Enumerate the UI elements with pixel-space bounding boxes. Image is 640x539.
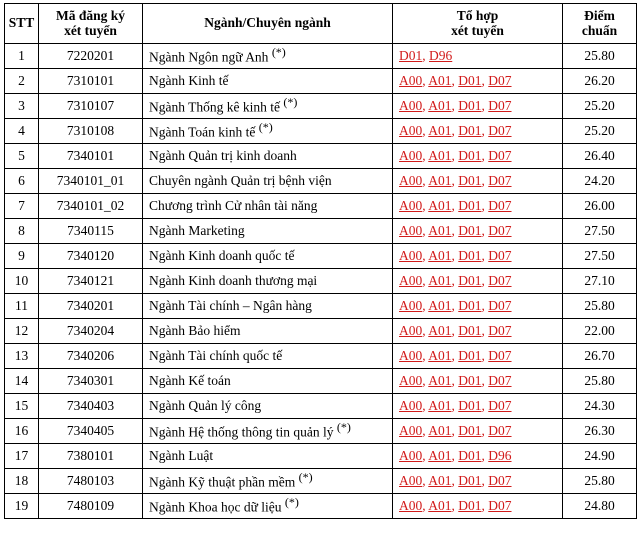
header-code-line1: Mã đăng ký [55, 7, 126, 23]
major-name: Ngành Kinh tế [149, 72, 229, 88]
cell-major [143, 69, 393, 94]
major-name: Chương trình Cử nhân tài năng [149, 197, 318, 213]
header-code-line2: xét tuyển [64, 22, 117, 38]
combination-code: D01 [458, 72, 482, 88]
cell-benchmark-score: 27.50 [563, 244, 637, 269]
table-row [5, 94, 637, 119]
cell-subject-combination: A00, A01, D01, D07 [393, 244, 563, 269]
combination-code: D01 [458, 347, 482, 363]
header-subject-combination [393, 4, 563, 44]
header-score-line2: chuẩn [581, 22, 618, 38]
cell-stt: 8 [5, 219, 39, 244]
combination-code: A00 [399, 472, 423, 488]
cell-registration-code: 7340120 [39, 244, 143, 269]
cell-subject-combination: A00, A01, D01, D07 [393, 94, 563, 119]
table-row [5, 269, 637, 294]
cell-benchmark-score: 26.40 [563, 144, 637, 169]
cell-stt: 9 [5, 244, 39, 269]
cell-benchmark-score: 26.30 [563, 419, 637, 444]
major-note-marker: (*) [271, 45, 286, 60]
combination-code: D01 [458, 197, 482, 213]
cell-stt: 6 [5, 169, 39, 194]
combination-code: A01 [428, 97, 452, 113]
combination-code: A01 [428, 472, 452, 488]
cell-major [143, 394, 393, 419]
combination-code: A01 [428, 297, 452, 313]
combination-code: D07 [488, 422, 512, 438]
cell-benchmark-score: 25.80 [563, 294, 637, 319]
combination-code: D07 [488, 97, 512, 113]
major-name: Ngành Hệ thống thông tin quản lý [149, 424, 334, 440]
cell-registration-code: 7480103 [39, 469, 143, 494]
combination-code: D01 [458, 97, 482, 113]
table-row [5, 469, 637, 494]
cell-subject-combination: A00, A01, D01, D07 [393, 344, 563, 369]
combination-code: A01 [428, 272, 452, 288]
combination-code: A01 [428, 372, 452, 388]
cell-benchmark-score: 25.80 [563, 369, 637, 394]
combination-code: D96 [429, 47, 453, 63]
cell-subject-combination: A00, A01, D01, D07 [393, 194, 563, 219]
major-name: Ngành Khoa học dữ liệu [149, 499, 282, 515]
combination-code: A00 [399, 272, 423, 288]
combination-code: D07 [488, 247, 512, 263]
combination-code: D07 [488, 322, 512, 338]
combination-code: D07 [488, 472, 512, 488]
combination-code: A01 [428, 172, 452, 188]
cell-major [143, 269, 393, 294]
combination-code: A00 [399, 97, 423, 113]
table-row [5, 219, 637, 244]
cell-major [143, 469, 393, 494]
combination-code: A00 [399, 322, 423, 338]
combination-code: D07 [488, 147, 512, 163]
table-row [5, 244, 637, 269]
cell-stt: 7 [5, 194, 39, 219]
combination-code: A01 [428, 322, 452, 338]
cell-stt: 16 [5, 419, 39, 444]
major-name: Ngành Quản trị kinh doanh [149, 147, 297, 163]
table-row [5, 69, 637, 94]
cell-stt: 1 [5, 44, 39, 69]
cell-subject-combination: A00, A01, D01, D07 [393, 319, 563, 344]
cell-subject-combination: A00, A01, D01, D07 [393, 419, 563, 444]
major-note-marker: (*) [283, 95, 298, 110]
cell-subject-combination: A00, A01, D01, D07 [393, 119, 563, 144]
combination-code: D07 [488, 72, 512, 88]
major-note-marker: (*) [336, 420, 351, 435]
combination-code: D01 [458, 497, 482, 513]
header-row [5, 4, 637, 44]
header-combo-line1: Tổ hợp [456, 7, 499, 23]
cell-benchmark-score: 27.10 [563, 269, 637, 294]
header-major-label: Ngành/Chuyên ngành [204, 15, 331, 31]
combination-code: D01 [458, 147, 482, 163]
combination-code: D96 [488, 447, 512, 463]
cell-major [143, 494, 393, 519]
combination-code: A01 [428, 122, 452, 138]
combination-code: A01 [428, 497, 452, 513]
combination-code: A00 [399, 247, 423, 263]
major-name: Ngành Tài chính – Ngân hàng [149, 297, 312, 313]
combination-code: A00 [399, 197, 423, 213]
combination-code: A00 [399, 297, 423, 313]
table-row [5, 169, 637, 194]
table-row [5, 444, 637, 469]
cell-registration-code: 7310108 [39, 119, 143, 144]
cell-registration-code: 7340121 [39, 269, 143, 294]
combination-code: D01 [458, 172, 482, 188]
cell-stt: 11 [5, 294, 39, 319]
cell-stt: 12 [5, 319, 39, 344]
combination-code: D07 [488, 122, 512, 138]
combination-code: A00 [399, 122, 423, 138]
major-name: Chuyên ngành Quản trị bệnh viện [149, 172, 332, 188]
combination-code: D01 [458, 322, 482, 338]
header-registration-code [39, 4, 143, 44]
cell-registration-code: 7480109 [39, 494, 143, 519]
cell-subject-combination: A00, A01, D01, D07 [393, 219, 563, 244]
cell-subject-combination: A00, A01, D01, D07 [393, 494, 563, 519]
cell-stt: 17 [5, 444, 39, 469]
major-name: Ngành Kinh doanh thương mại [149, 272, 318, 288]
cell-benchmark-score: 25.20 [563, 94, 637, 119]
major-note-marker: (*) [258, 120, 273, 135]
cell-registration-code: 7340301 [39, 369, 143, 394]
cell-benchmark-score: 22.00 [563, 319, 637, 344]
combination-code: A01 [428, 422, 452, 438]
cell-registration-code: 7310101 [39, 69, 143, 94]
cell-subject-combination: A00, A01, D01, D07 [393, 169, 563, 194]
header-benchmark-score [563, 4, 637, 44]
major-name: Ngành Ngôn ngữ Anh [149, 49, 269, 65]
cell-registration-code: 7340405 [39, 419, 143, 444]
major-name: Ngành Kinh doanh quốc tế [149, 247, 295, 263]
combination-code: D01 [458, 247, 482, 263]
major-name: Ngành Luật [149, 447, 214, 463]
cell-registration-code: 7340201 [39, 294, 143, 319]
table-row [5, 419, 637, 444]
header-major [143, 4, 393, 44]
combination-code: D01 [458, 397, 482, 413]
cell-benchmark-score: 24.30 [563, 394, 637, 419]
combination-code: D07 [488, 497, 512, 513]
cell-subject-combination: A00, A01, D01, D07 [393, 69, 563, 94]
cell-major [143, 44, 393, 69]
cell-stt: 13 [5, 344, 39, 369]
combination-code: A00 [399, 497, 423, 513]
combination-code: A01 [428, 147, 452, 163]
combination-code: A00 [399, 72, 423, 88]
cell-benchmark-score: 27.50 [563, 219, 637, 244]
cell-benchmark-score: 24.80 [563, 494, 637, 519]
cell-registration-code: 7380101 [39, 444, 143, 469]
cell-benchmark-score: 24.90 [563, 444, 637, 469]
major-name: Ngành Marketing [149, 222, 245, 238]
combination-code: D07 [488, 197, 512, 213]
combination-code: A00 [399, 397, 423, 413]
cell-major [143, 244, 393, 269]
cell-benchmark-score: 26.20 [563, 69, 637, 94]
major-name: Ngành Toán kinh tế [149, 124, 256, 140]
cell-benchmark-score: 26.00 [563, 194, 637, 219]
combination-code: D07 [488, 297, 512, 313]
cell-registration-code: 7220201 [39, 44, 143, 69]
combination-code: A00 [399, 347, 423, 363]
cell-major [143, 119, 393, 144]
combination-code: D07 [488, 397, 512, 413]
cell-major [143, 169, 393, 194]
cell-subject-combination: A00, A01, D01, D07 [393, 269, 563, 294]
cell-registration-code: 7340101_02 [39, 194, 143, 219]
cell-registration-code: 7340403 [39, 394, 143, 419]
cell-benchmark-score: 24.20 [563, 169, 637, 194]
table-row [5, 319, 637, 344]
major-name: Ngành Bảo hiểm [149, 322, 241, 338]
cell-benchmark-score: 25.20 [563, 119, 637, 144]
cell-major [143, 94, 393, 119]
combination-code: A00 [399, 222, 423, 238]
cell-subject-combination: D01, D96 [393, 44, 563, 69]
cell-subject-combination: A00, A01, D01, D07 [393, 144, 563, 169]
cell-registration-code: 7340115 [39, 219, 143, 244]
cell-major [143, 419, 393, 444]
combination-code: A01 [428, 347, 452, 363]
combination-code: D01 [458, 422, 482, 438]
cell-stt: 10 [5, 269, 39, 294]
cell-major [143, 144, 393, 169]
cell-major [143, 219, 393, 244]
combination-code: A00 [399, 147, 423, 163]
cell-stt: 4 [5, 119, 39, 144]
header-stt [5, 4, 39, 44]
combination-code: A01 [428, 222, 452, 238]
cell-major [143, 194, 393, 219]
major-name: Ngành Thống kê kinh tế [149, 99, 280, 115]
cell-registration-code: 7340206 [39, 344, 143, 369]
cell-major [143, 344, 393, 369]
table-row [5, 369, 637, 394]
cell-stt: 3 [5, 94, 39, 119]
combination-code: A00 [399, 172, 423, 188]
combination-code: D01 [458, 447, 482, 463]
cell-stt: 5 [5, 144, 39, 169]
major-note-marker: (*) [284, 495, 299, 510]
combination-code: A01 [428, 247, 452, 263]
header-combo-line2: xét tuyển [451, 22, 504, 38]
combination-code: A00 [399, 372, 423, 388]
table-row [5, 494, 637, 519]
cell-subject-combination: A00, A01, D01, D07 [393, 394, 563, 419]
table-row [5, 294, 637, 319]
combination-code: D01 [399, 47, 423, 63]
cell-benchmark-score: 25.80 [563, 44, 637, 69]
cell-subject-combination: A00, A01, D01, D07 [393, 469, 563, 494]
cell-stt: 14 [5, 369, 39, 394]
cell-major [143, 319, 393, 344]
combination-code: D01 [458, 272, 482, 288]
cell-benchmark-score: 25.80 [563, 469, 637, 494]
combination-code: A01 [428, 447, 452, 463]
table-body [5, 44, 637, 519]
cell-stt: 2 [5, 69, 39, 94]
cell-stt: 19 [5, 494, 39, 519]
cell-registration-code: 7340101_01 [39, 169, 143, 194]
cell-stt: 15 [5, 394, 39, 419]
combination-code: D01 [458, 472, 482, 488]
major-name: Ngành Kế toán [149, 372, 231, 388]
combination-code: D07 [488, 347, 512, 363]
table-row [5, 344, 637, 369]
table-row [5, 119, 637, 144]
major-note-marker: (*) [298, 470, 313, 485]
cell-major [143, 369, 393, 394]
combination-code: A01 [428, 397, 452, 413]
table-row [5, 394, 637, 419]
combination-code: D07 [488, 372, 512, 388]
combination-code: A01 [428, 72, 452, 88]
combination-code: D01 [458, 297, 482, 313]
major-name: Ngành Tài chính quốc tế [149, 347, 283, 363]
combination-code: A01 [428, 197, 452, 213]
cell-major [143, 294, 393, 319]
combination-code: A00 [399, 422, 423, 438]
header-score-line1: Điểm [584, 7, 615, 23]
combination-code: D01 [458, 122, 482, 138]
combination-code: D07 [488, 272, 512, 288]
cell-stt: 18 [5, 469, 39, 494]
cell-registration-code: 7340101 [39, 144, 143, 169]
combination-code: D01 [458, 372, 482, 388]
cell-major [143, 444, 393, 469]
combination-code: D07 [488, 172, 512, 188]
table-row [5, 44, 637, 69]
table-row [5, 144, 637, 169]
admission-score-table [4, 3, 637, 519]
major-name: Ngành Kỹ thuật phần mềm [149, 474, 296, 490]
table-header [5, 4, 637, 44]
table-row [5, 194, 637, 219]
header-stt-label: STT [8, 15, 35, 31]
major-name: Ngành Quản lý công [149, 397, 262, 413]
cell-subject-combination: A00, A01, D01, D07 [393, 294, 563, 319]
cell-registration-code: 7310107 [39, 94, 143, 119]
combination-code: D01 [458, 222, 482, 238]
cell-registration-code: 7340204 [39, 319, 143, 344]
combination-code: D07 [488, 222, 512, 238]
cell-subject-combination: A00, A01, D01, D07 [393, 369, 563, 394]
cell-subject-combination: A00, A01, D01, D96 [393, 444, 563, 469]
cell-benchmark-score: 26.70 [563, 344, 637, 369]
combination-code: A00 [399, 447, 423, 463]
